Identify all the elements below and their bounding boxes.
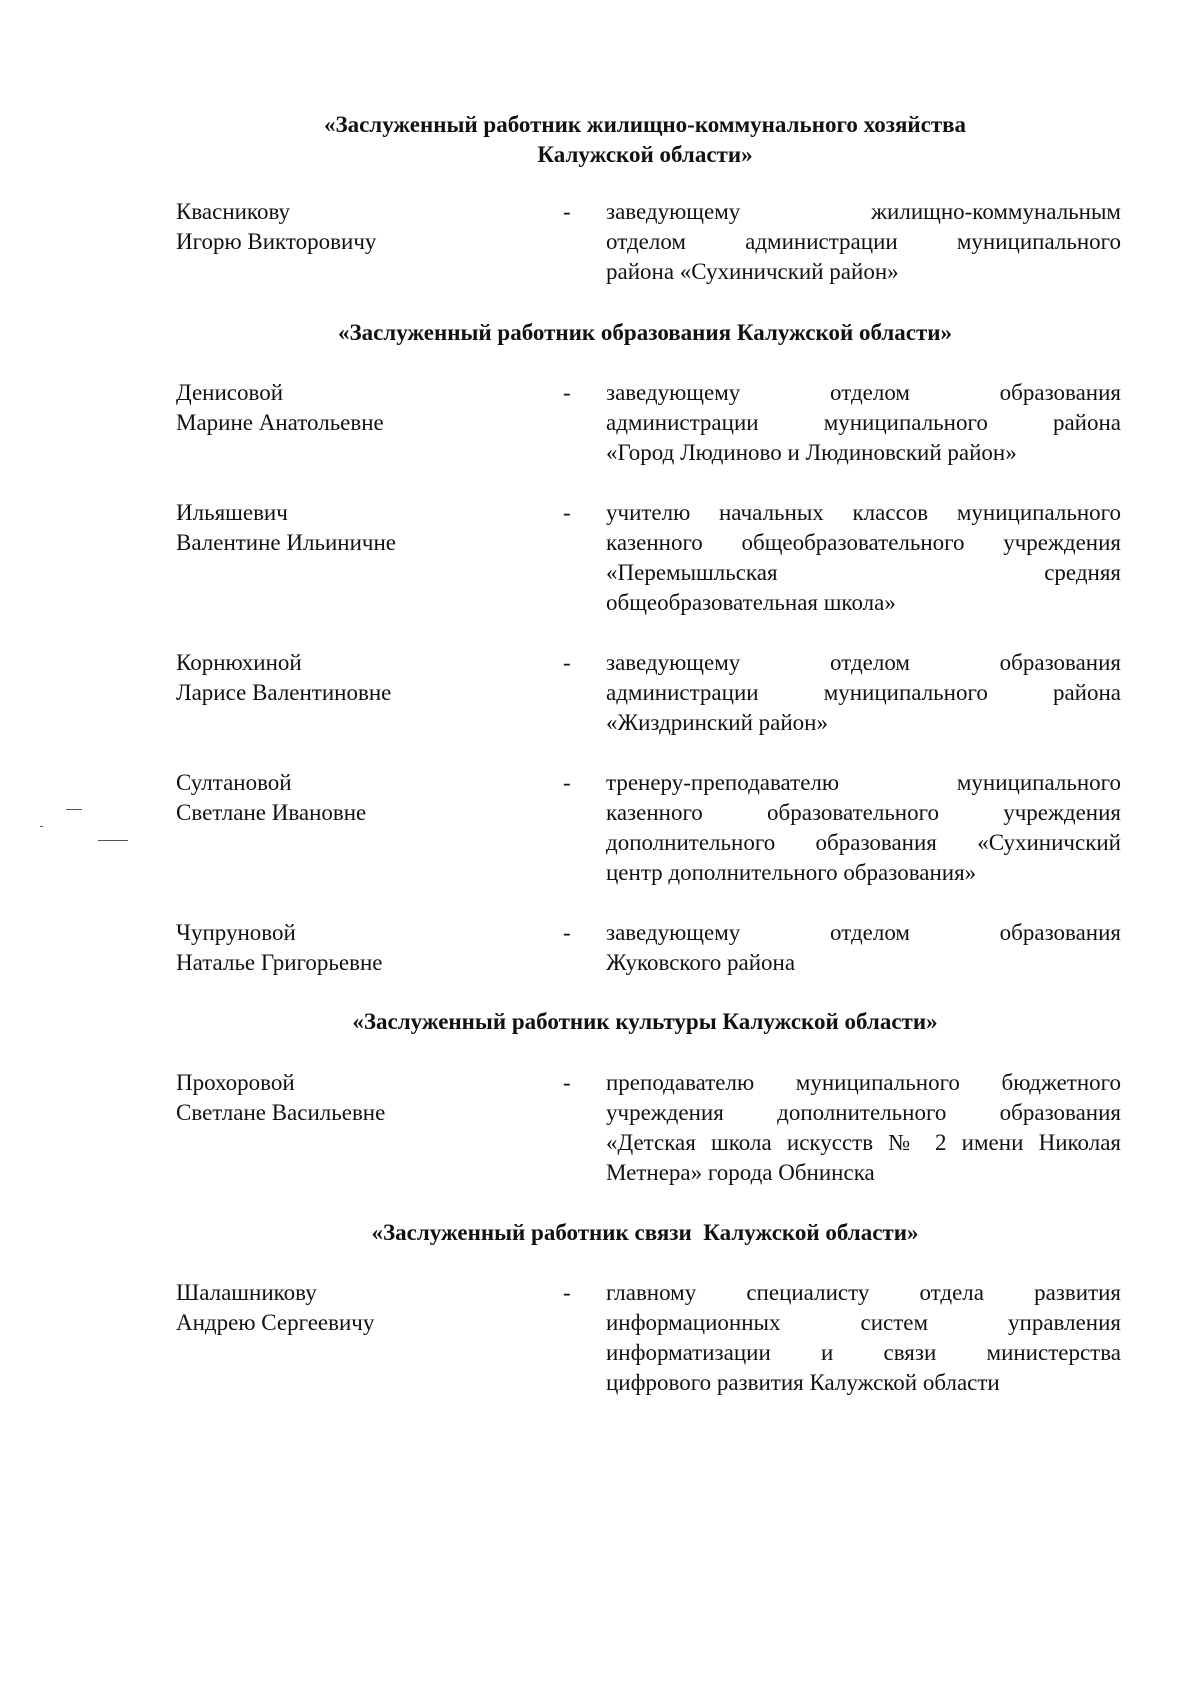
section-title-line: Калужской области» [537, 142, 753, 167]
awardee-position [606, 1068, 1121, 1188]
position-line: Жуковского района [606, 950, 796, 975]
position-line: информационных систем управления [606, 1310, 1121, 1335]
separator-dash: - [563, 1070, 571, 1095]
position-line: заведующему жилищно-коммунальным [606, 199, 1121, 224]
awardee-position [606, 1278, 1121, 1398]
scan-speck [98, 840, 128, 841]
section-title-line: «Заслуженный работник образования Калужской области» [337, 320, 953, 345]
position-line: администрации муниципального района [606, 680, 1121, 705]
scan-speck [66, 809, 82, 810]
awardee-given-names: Игорю Викторовичу [176, 229, 377, 254]
awardee-name [176, 1278, 556, 1338]
awardee-given-names: Ларисе Валентиновне [176, 680, 392, 705]
awardee-position [606, 768, 1121, 888]
position-line: казенного общеобразовательного учреждения [606, 530, 1121, 555]
section-title-culture [150, 1007, 1140, 1037]
awardee-surname: Прохоровой [176, 1070, 295, 1095]
position-line: информатизации и связи министерства [606, 1340, 1121, 1365]
awardee-name [176, 498, 556, 558]
awardee-name [176, 378, 556, 438]
awardee-given-names: Наталье Григорьевне [176, 950, 383, 975]
awardee-name [176, 768, 556, 828]
awardee-name [176, 648, 556, 708]
awardee-given-names: Валентине Ильиничне [176, 530, 396, 555]
position-line: главному специалисту отдела развития [606, 1280, 1121, 1305]
position-line: заведующему отделом образования [606, 650, 1121, 675]
section-title-communications [150, 1218, 1140, 1248]
section-title-education [150, 318, 1140, 348]
position-line: «Перемышльская средняя [606, 560, 1121, 585]
position-line: «Жиздринский район» [606, 710, 828, 735]
position-line: дополнительного образования «Сухиничский [606, 830, 1121, 855]
position-line: учреждения дополнительного образования [606, 1100, 1121, 1125]
section-title-line: «Заслуженный работник связи Калужской области» [371, 1220, 919, 1245]
awardee-position [606, 498, 1121, 618]
position-line: преподавателю муниципального бюджетного [606, 1070, 1121, 1095]
awardee-name [176, 1068, 556, 1128]
awardee-position [606, 197, 1121, 287]
section-title-line: «Заслуженный работник культуры Калужской области» [352, 1009, 938, 1034]
separator-dash: - [563, 1280, 571, 1305]
position-line: отделом администрации муниципального [606, 229, 1121, 254]
awardee-position [606, 918, 1121, 978]
separator-dash: - [563, 380, 571, 405]
position-line: Метнера» города Обнинска [606, 1160, 875, 1185]
position-line: центр дополнительного образования» [606, 860, 977, 885]
position-line: общеобразовательная школа» [606, 590, 896, 615]
awardee-name [176, 197, 556, 257]
awardee-position [606, 648, 1121, 738]
position-line: заведующему отделом образования [606, 920, 1121, 945]
position-line: учителю начальных классов муниципального [606, 500, 1121, 525]
separator-dash: - [563, 770, 571, 795]
awardee-given-names: Светлане Ивановне [176, 800, 367, 825]
awardee-surname: Чупруновой [176, 920, 296, 945]
awardee-given-names: Светлане Васильевне [176, 1100, 386, 1125]
position-line: «Детская школа искусств № 2 имени Николая [606, 1130, 1121, 1155]
awardee-surname: Ильяшевич [176, 500, 288, 525]
separator-dash: - [563, 500, 571, 525]
awardee-given-names: Марине Анатольевне [176, 410, 384, 435]
section-title-line: «Заслуженный работник жилищно-коммунального хозяйства [323, 112, 967, 137]
awardee-surname: Султановой [176, 770, 292, 795]
position-line: района «Сухиничский район» [606, 259, 899, 284]
awardee-name [176, 918, 556, 978]
separator-dash: - [563, 199, 571, 224]
awardee-surname: Корнюхиной [176, 650, 302, 675]
awardee-surname: Квасникову [176, 199, 291, 224]
position-line: «Город Людиново и Людиновский район» [606, 440, 1017, 465]
separator-dash: - [563, 920, 571, 945]
awardee-given-names: Андрею Сергеевичу [176, 1310, 375, 1335]
position-line: заведующему отделом образования [606, 380, 1121, 405]
separator-dash: - [563, 650, 571, 675]
position-line: администрации муниципального района [606, 410, 1121, 435]
position-line: тренеру-преподавателю муниципального [606, 770, 1121, 795]
section-title-housing [150, 110, 1140, 170]
awardee-position [606, 378, 1121, 468]
scan-speck [40, 826, 43, 827]
position-line: цифрового развития Калужской области [606, 1370, 1000, 1395]
awardee-surname: Денисовой [176, 380, 284, 405]
position-line: казенного образовательного учреждения [606, 800, 1121, 825]
awardee-surname: Шалашникову [176, 1280, 317, 1305]
